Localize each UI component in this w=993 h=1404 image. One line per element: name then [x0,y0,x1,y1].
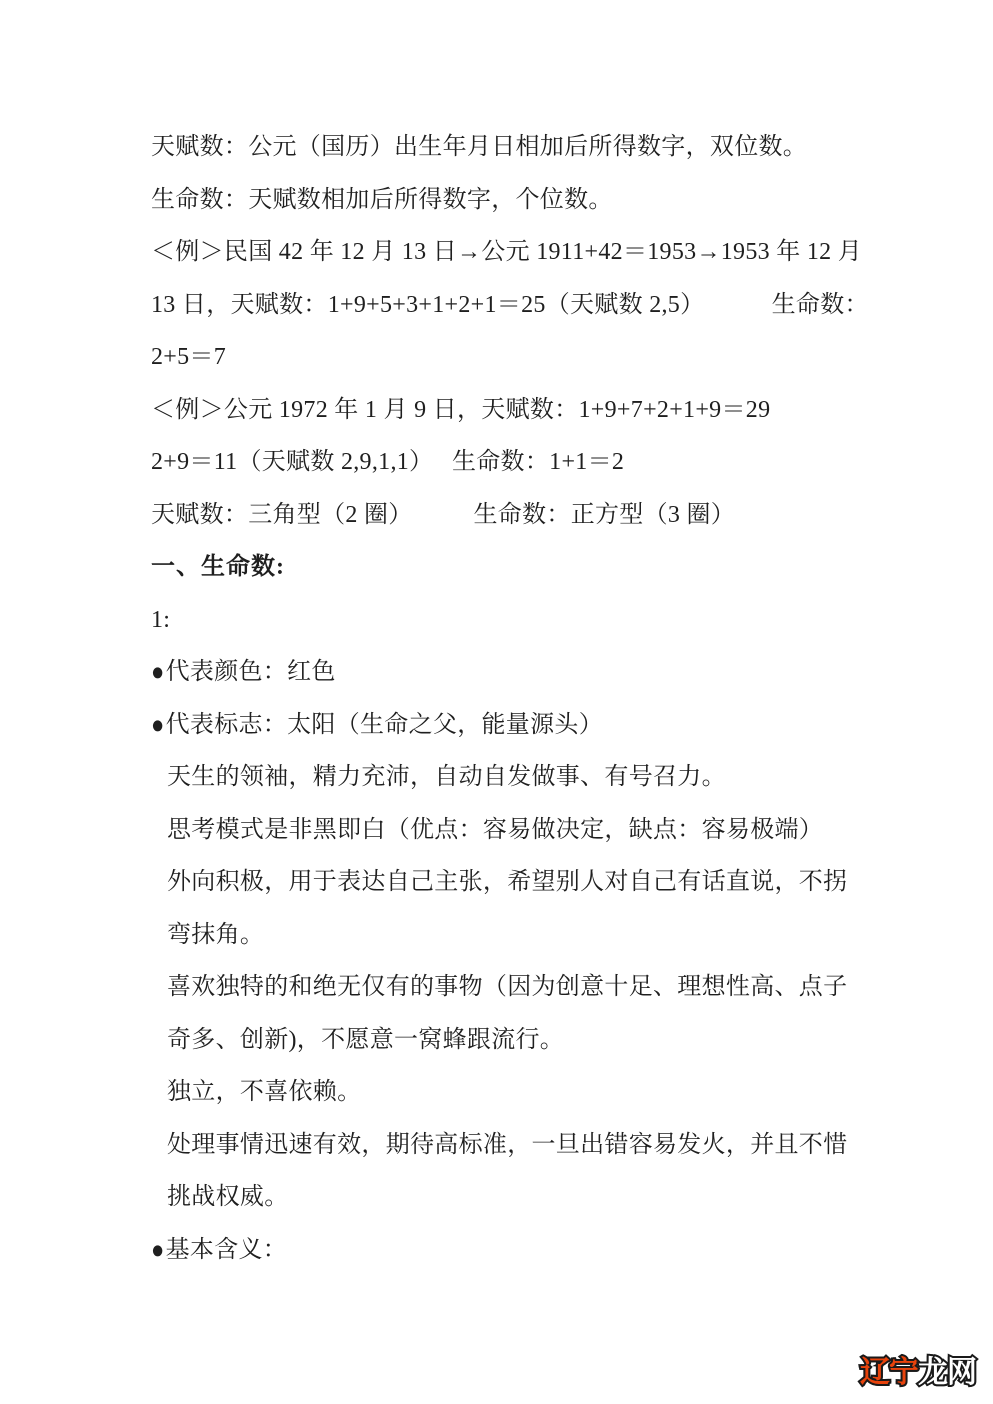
text-line: 天生的领袖，精力充沛，自动自发做事、有号召力。 [167,764,726,790]
text-line: 喜欢独特的和绝无仅有的事物（因为创意十足、理想性高、点子 [167,974,848,1000]
text-line: 2+5＝7 [151,344,227,370]
text-line: 奇多、创新)，不愿意一窝蜂跟流行。 [167,1026,565,1053]
text-line: 天赋数：公元（国历）出生年月日相加后所得数字，双位数。 [151,134,808,160]
watermark-red-text: 辽宁 [860,1356,918,1389]
document-body [151,121,881,1276]
text-line: 2+9＝11（天赋数 2,9,1,1） 生命数：1+1＝2 [151,449,625,475]
text-line: 独立，不喜依赖。 [167,1079,362,1105]
bullet-icon: ● [151,657,165,686]
text-line: ＜例＞公元 1972 年 1 月 9 日，天赋数：1+9+7+2+1+9＝29 [151,396,771,423]
text-line: 处理事情迅速有效，期待高标准，一旦出错容易发火，并且不惜 [167,1131,848,1158]
text-line: 生命数：天赋数相加后所得数字，个位数。 [151,186,613,213]
text-line: 弯抹角。 [167,921,265,948]
bullet-line [151,1224,881,1277]
bullet-icon: ● [151,709,165,739]
bullet-line [151,699,881,752]
text-line: 挑战权威。 [167,1184,289,1210]
subsection-number: 1: [151,606,171,633]
text-line: 思考模式是非黑即白（优点：容易做决定，缺点：容易极端） [167,816,824,843]
text-line: 天赋数：三角型（2 圈） 生命数：正方型（3 圈） [151,501,736,528]
watermark [860,1347,976,1391]
line-text: 代表标志：太阳（生命之父，能量源头） [165,711,603,738]
bullet-line [151,646,881,699]
text-line: 13 日，天赋数：1+9+5+3+1+2+1＝25（天赋数 2,5） 生命数： [151,291,869,318]
watermark-white-text: 龙网 [918,1356,976,1389]
text-line: ＜例＞民国 42 年 12 月 13 日→公元 1911+42＝1953→1953 年 12 月 [151,239,863,265]
bullet-icon: ● [151,1234,165,1264]
section-heading: 一、生命数: [151,554,285,580]
text-line: 外向积极，用于表达自己主张，希望别人对自己有话直说，不拐 [167,869,848,895]
line-text: 基本含义： [165,1236,288,1263]
line-text: 代表颜色：红色 [165,659,336,685]
